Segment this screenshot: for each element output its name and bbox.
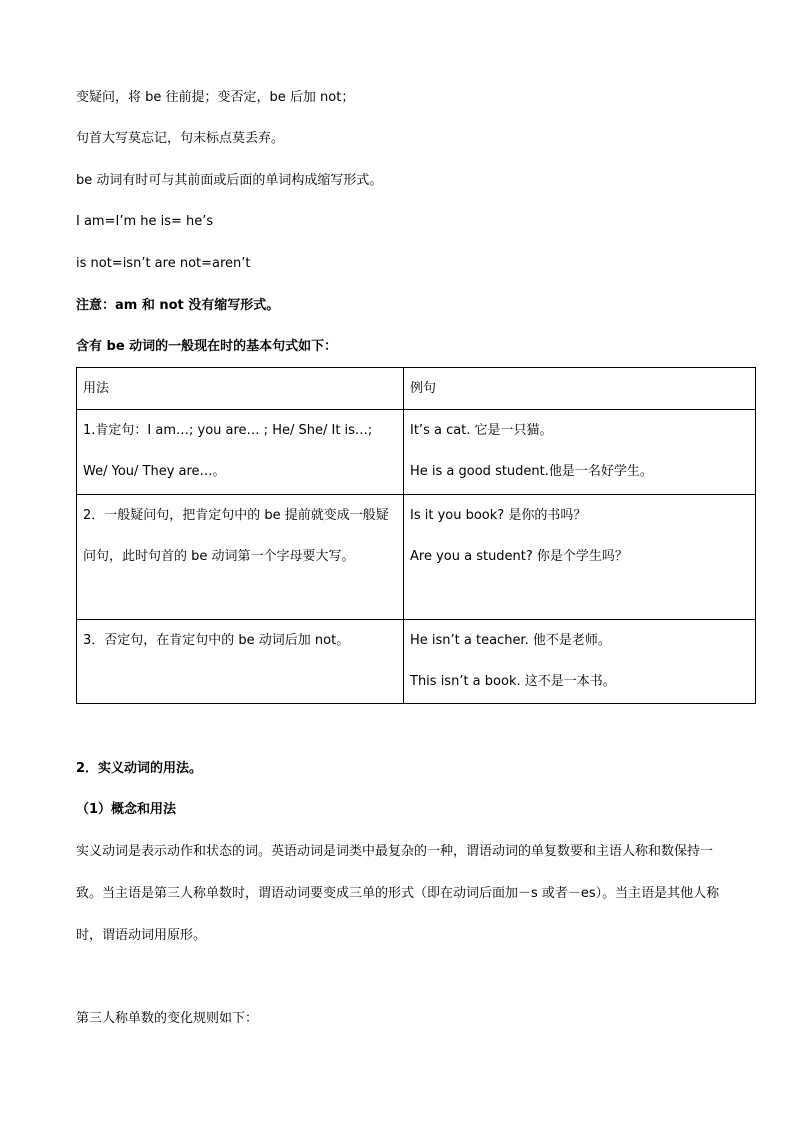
contraction-line-2: is not=isn’t are not=aren’t xyxy=(76,256,251,271)
table-row xyxy=(77,495,756,620)
usage-cell xyxy=(77,495,404,620)
example-sentence: He is a good student.他是一名好学生。 xyxy=(410,464,653,479)
usage-text: 3．否定句，在肯定句中的 be 动词后加 not。 xyxy=(83,633,350,648)
example-cell xyxy=(404,410,756,495)
table-intro: 含有 be 动词的一般现在时的基本句式如下： xyxy=(76,339,338,354)
usage-text: 2．一般疑问句，把肯定句中的 be 提前就变成一般疑问句，此时句首的 be 动词第一个字母要大写。 xyxy=(83,508,389,564)
example-sentence: This isn’t a book. 这不是一本书。 xyxy=(410,674,616,689)
usage-text: 1.肯定句：I am…; you are… ; He/ She/ It is…; We/ You/ They are…。 xyxy=(83,423,373,479)
example-sentence: Is it you book? 是你的书吗？ xyxy=(410,508,587,523)
section-heading: 2．实义动词的用法。 xyxy=(76,761,203,776)
example-sentence: It’s a cat. 它是一只猫。 xyxy=(410,423,553,438)
example-sentence: He isn’t a teacher. 他不是老师。 xyxy=(410,633,611,648)
header-example: 例句 xyxy=(404,368,756,410)
table-row xyxy=(77,620,756,704)
example-cell xyxy=(404,495,756,620)
be-verb-table xyxy=(76,367,756,704)
usage-cell xyxy=(77,410,404,495)
section-paragraph: 实义动词是表示动作和状态的词。英语动词是词类中最复杂的一种，谓语动词的单复数要和主语人称和数保持一致。当主语是第三人称单数时，谓语动词要变成三单的形式（即在动词后面加－s 或者－es）。当主语是其他人称时，谓语动词用原形。 xyxy=(76,844,720,943)
rule-line-3: be 动词有时可与其前面或后面的单词构成缩写形式。 xyxy=(76,173,383,188)
table-row xyxy=(77,410,756,495)
example-cell xyxy=(404,620,756,704)
contraction-line-1: I am=I’m he is= he’s xyxy=(76,214,214,229)
section-subheading: （1）概念和用法 xyxy=(76,802,177,817)
rule-line-2: 句首大写莫忘记，句末标点莫丢弃。 xyxy=(76,131,285,146)
rules-intro: 第三人称单数的变化规则如下： xyxy=(76,1011,259,1026)
rule-line-1: 变疑问，将 be 往前提；变否定，be 后加 not； xyxy=(76,90,355,105)
example-sentence: Are you a student? 你是个学生吗？ xyxy=(410,549,628,564)
note-line: 注意：am 和 not 没有缩写形式。 xyxy=(76,298,280,313)
header-usage: 用法 xyxy=(77,368,404,410)
table-header-row xyxy=(77,368,756,410)
usage-cell xyxy=(77,620,404,704)
